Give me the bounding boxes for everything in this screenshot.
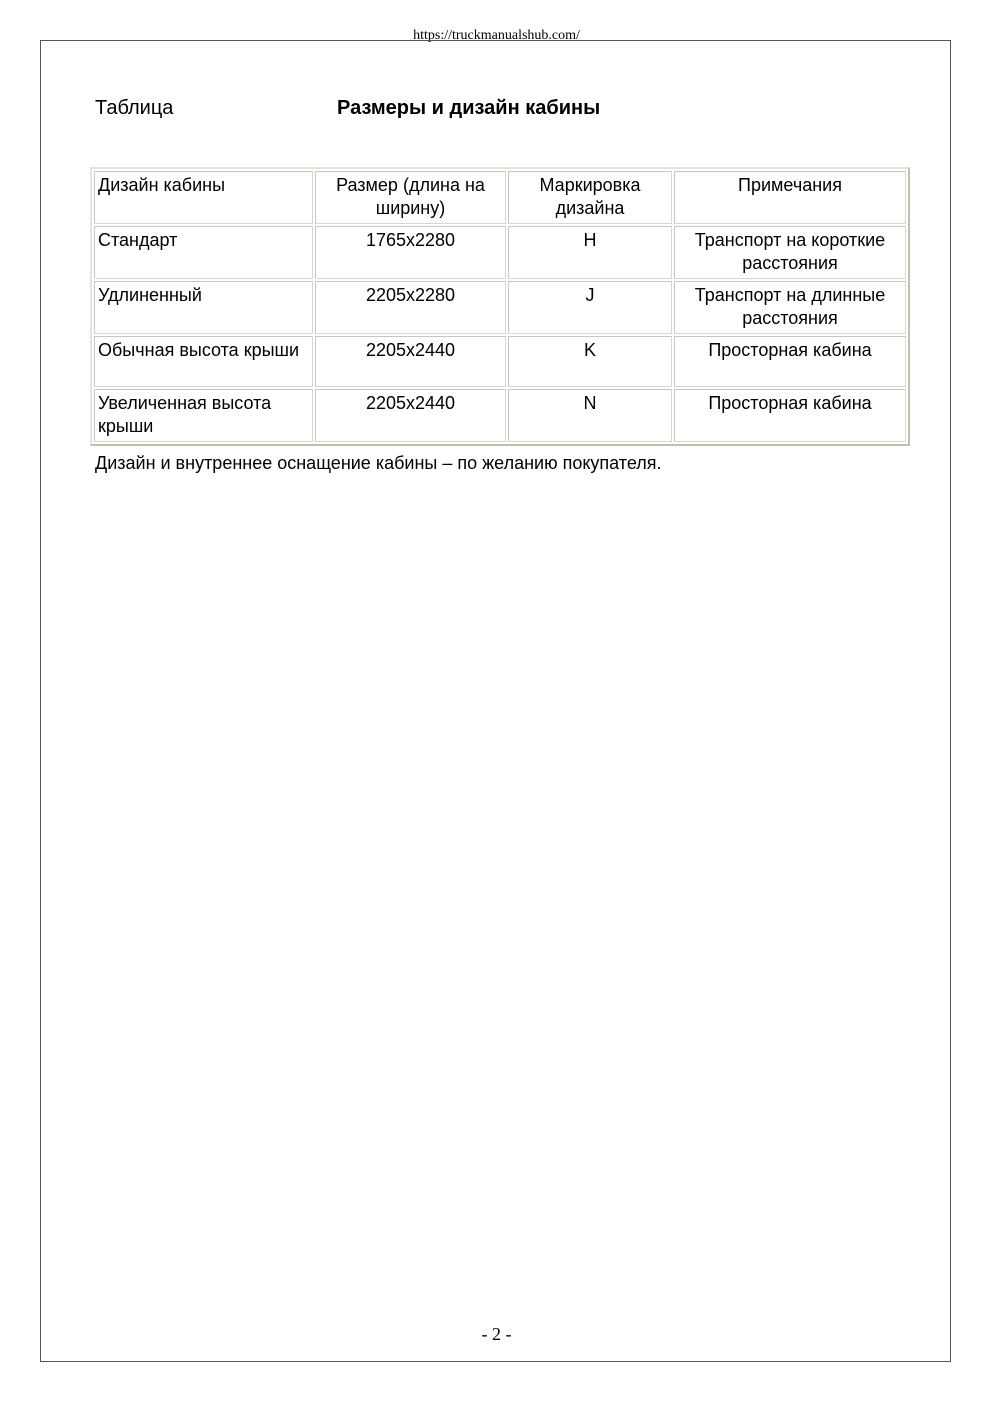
cell-design-marking: J xyxy=(508,281,672,334)
column-header-size: Размер (длина на ширину) xyxy=(315,171,506,224)
cell-design-marking: K xyxy=(508,336,672,387)
page-title: Размеры и дизайн кабины xyxy=(337,97,601,119)
table-row xyxy=(94,226,906,279)
cell-size: 2205x2280 xyxy=(315,281,506,334)
cell-cabin-design: Обычная высота крыши xyxy=(94,336,313,387)
cell-notes: Транспорт на короткие расстояния xyxy=(674,226,906,279)
header-url: https://truckmanualshub.com/ xyxy=(413,28,580,43)
cell-size: 2205x2440 xyxy=(315,336,506,387)
table-row xyxy=(94,281,906,334)
table-header-row xyxy=(94,171,906,224)
cell-size: 2205x2440 xyxy=(315,389,506,442)
column-header-cabin-design: Дизайн кабины xyxy=(94,171,313,224)
table-row xyxy=(94,389,906,442)
cell-cabin-design: Удлиненный xyxy=(94,281,313,334)
cell-size: 1765x2280 xyxy=(315,226,506,279)
cell-notes: Просторная кабина xyxy=(674,336,906,387)
table-label: Таблица xyxy=(95,97,174,119)
page-number: - 2 - xyxy=(481,1324,512,1344)
cabin-dimensions-table xyxy=(90,167,910,446)
cell-design-marking: N xyxy=(508,389,672,442)
cell-cabin-design: Стандарт xyxy=(94,226,313,279)
cell-notes: Просторная кабина xyxy=(674,389,906,442)
column-header-notes: Примечания xyxy=(674,171,906,224)
cell-design-marking: H xyxy=(508,226,672,279)
cell-cabin-design: Увеличенная высота крыши xyxy=(94,389,313,442)
table-row xyxy=(94,336,906,387)
note-text: Дизайн и внутреннее оснащение кабины – по желанию покупателя. xyxy=(95,453,662,473)
cell-notes: Транспорт на длинные расстояния xyxy=(674,281,906,334)
column-header-design-marking: Маркировка дизайна xyxy=(508,171,672,224)
